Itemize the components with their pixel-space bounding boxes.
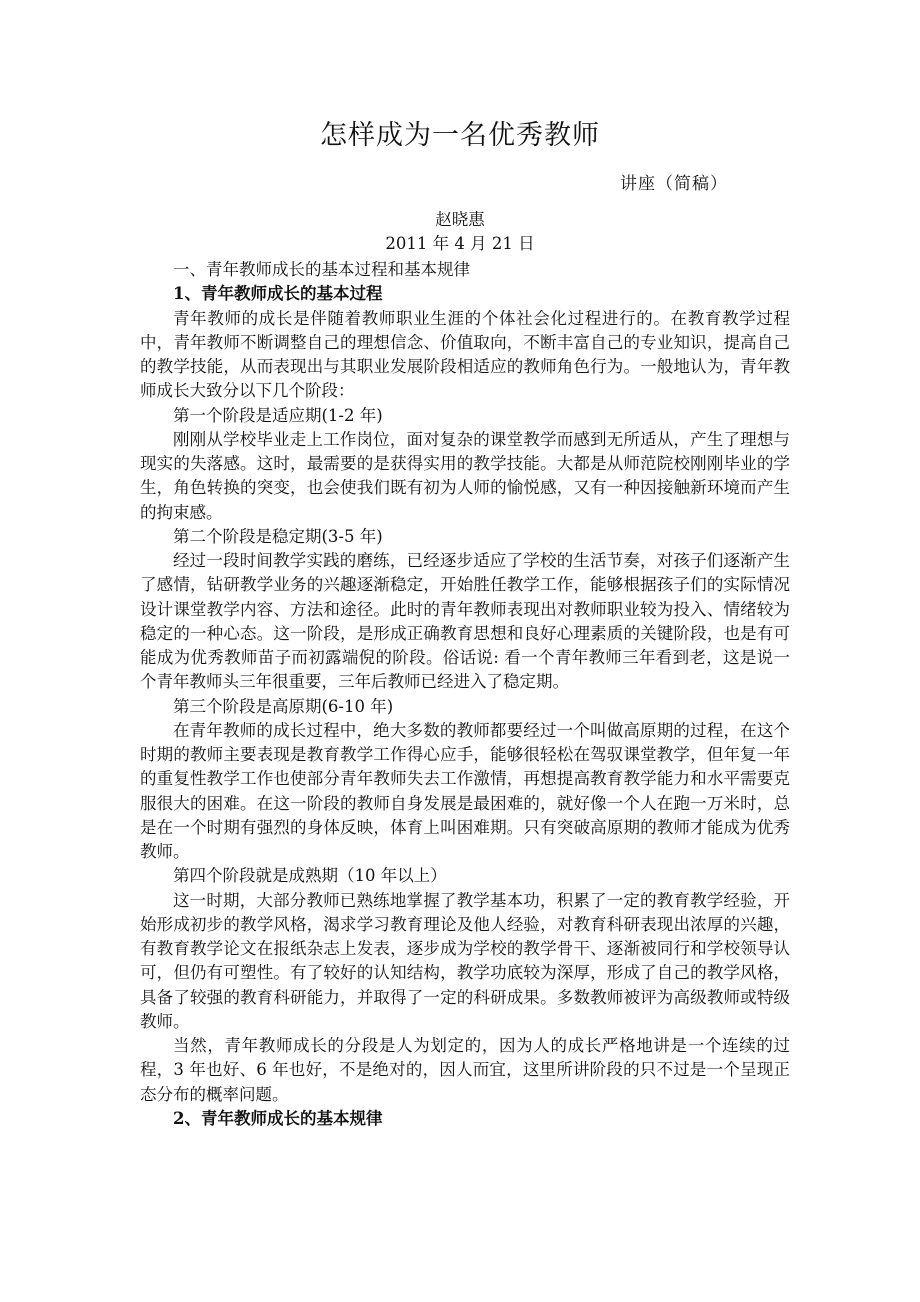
body-paragraph: 当然，青年教师成长的分段是人为划定的，因为人的成长严格地讲是一个连续的过程，3 年也好、6 年也好，不是绝对的，因人而宜，这里所讲阶段的只不过是一个呈现正态分布的概率问题。 — [140, 1036, 790, 1104]
section-heading: 一、青年教师成长的基本过程和基本规律 — [173, 260, 470, 279]
document-title: 怎样成为一名优秀教师 — [320, 120, 600, 151]
stage-heading: 第一个阶段是适应期(1-2 年) — [173, 405, 383, 425]
subsection-heading: 1、青年教师成长的基本过程 — [173, 284, 383, 304]
stage-heading: 第三个阶段是高原期(6-10 年) — [173, 696, 394, 716]
document-subtitle: 讲座（简稿） — [620, 174, 728, 194]
body-paragraph: 刚刚从学校毕业走上工作岗位，面对复杂的课堂教学而感到无所适从，产生了理想与现实的失落感。这时，最需要的是获得实用的教学技能。大都是从师范院校刚刚毕业的学生，角色转换的突变，也会使我们既有初为人师的愉悦感，又有一种因接触新环境而产生的拘束感。 — [140, 429, 790, 522]
stage-heading: 第二个阶段是稳定期(3-5 年) — [173, 526, 383, 546]
body-paragraph: 在青年教师的成长过程中，绝大多数的教师都要经过一个叫做高原期的过程，在这个时期的教师主要表现是教育教学工作得心应手，能够很轻松在驾驭课堂教学，但年复一年的重复性教学工作也使部分青年教师失去工作激情，再想提高教育教学能力和水平需要克服很大的困难。在这一阶段的教师自身发展是最困难的，就好像一个人在跑一万米时，总是在一个时期有强烈的身体反映，体育上叫困难期。只有突破高原期的教师才能成为优秀教师。 — [140, 720, 790, 861]
author-name: 赵晓惠 — [435, 210, 485, 229]
document-body — [140, 258, 790, 1131]
document-date: 2011 年 4 月 21 日 — [385, 234, 535, 253]
stage-heading: 第四个阶段就是成熟期（10 年以上） — [173, 866, 447, 886]
subsection-heading: 2、青年教师成长的基本规律 — [173, 1108, 383, 1128]
body-paragraph: 青年教师的成长是伴随着教师职业生涯的个体社会化过程进行的。在教育教学过程中，青年教师不断调整自己的理想信念、价值取向，不断丰富自己的专业知识，提高自己的教学技能，从而表现出与其职业发展阶段相适应的教师角色行为。一般地认为，青年教师成长大致分以下几个阶段： — [140, 308, 790, 401]
body-paragraph: 这一时期，大部分教师已熟练地掌握了教学基本功，积累了一定的教育教学经验，开始形成初步的教学风格，渴求学习教育理论及他人经验，对教育科研表现出浓厚的兴趣，有教育教学论文在报纸杂志上发表，逐步成为学校的教学骨干、逐渐被同行和学校领导认可，但仍有可塑性。有了较好的认知结构，教学功底较为深厚，形成了自己的教学风格，具备了较强的教育科研能力，并取得了一定的科研成果。多数教师被评为高级教师或特级教师。 — [140, 890, 790, 1031]
body-paragraph: 经过一段时间教学实践的磨练，已经逐步适应了学校的生活节奏，对孩子们逐渐产生了感情，钻研教学业务的兴趣逐渐稳定，开始胜任教学工作，能够根据孩子们的实际情况设计课堂教学内容、方法和途径。此时的青年教师表现出对教师职业较为投入、情绪较为稳定的一种心态。这一阶段，是形成正确教育思想和良好心理素质的关键阶段，也是有可能成为优秀教师苗子而初露端倪的阶段。俗话说: 看一个青年教师三年看到老，这是说一个青年教师头三年很重要，三年后教师已经进入了稳定期。 — [140, 551, 790, 692]
